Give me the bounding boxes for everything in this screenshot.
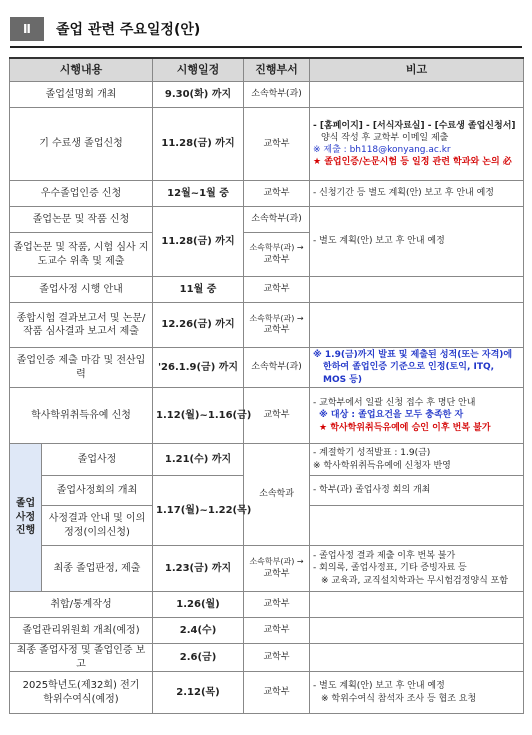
row-dept: 교학부 <box>244 618 310 644</box>
row-date: 1.26(월) <box>153 592 244 618</box>
table-header-row <box>10 58 524 82</box>
row-date: 9.30(화) 까지 <box>153 82 244 108</box>
row-dept: 소속학부(과) <box>244 348 310 388</box>
table-row <box>10 348 524 388</box>
side-line: 진행 <box>15 525 36 537</box>
note-line: ※ 1.9(금)까지 발표 및 제출된 성적(또는 자격)에 <box>313 350 513 361</box>
table-row <box>10 672 524 714</box>
row-note <box>310 546 524 592</box>
table-row <box>10 303 524 348</box>
row-dept <box>244 303 310 348</box>
content-line: 학위수여식(예정) <box>43 693 119 705</box>
note-line: - [홈페이지] - [서식자료실] - [수료생 졸업신청서] <box>313 120 516 131</box>
row-date: 2.12(목) <box>153 672 244 714</box>
row-date: 2.6(금) <box>153 644 244 672</box>
row-note <box>310 82 524 108</box>
row-content: 졸업사정 시행 안내 <box>10 277 153 303</box>
note-line: 양식 작성 후 교학부 이메일 제출 <box>321 132 449 143</box>
note-line <box>313 144 520 156</box>
row-dept: 소속학부(과) <box>244 207 310 233</box>
row-content: 졸업사정회의 개최 <box>42 476 153 506</box>
row-content: 종합시험 결과보고서 및 논문/작품 심사결과 보고서 제출 <box>10 303 153 348</box>
dept-line: 교학부 <box>263 254 290 265</box>
table-row <box>10 546 524 592</box>
row-content: 졸업논문 및 작품 신청 <box>10 207 153 233</box>
row-content: 최종 졸업판정, 제출 <box>42 546 153 592</box>
note-line: ※ 교육과, 교직설치학과는 무시험검정양식 포함 <box>321 575 509 586</box>
row-content: 취합/통계작성 <box>10 592 153 618</box>
row-dept: 소속학과 <box>244 444 310 546</box>
row-note <box>310 388 524 444</box>
row-dept: 교학부 <box>244 672 310 714</box>
dept-line: 교학부 <box>263 568 290 579</box>
col-header-dept: 진행부서 <box>244 58 310 82</box>
row-note <box>310 444 524 476</box>
note-line: ★ 학사학위취득유예에 승인 이후 번복 불가 <box>319 422 491 433</box>
row-date: 1.12(월)~1.16(금) <box>153 388 244 444</box>
row-date: 1.23(금) 까지 <box>153 546 244 592</box>
table-row <box>10 444 524 476</box>
row-dept: 교학부 <box>244 108 310 181</box>
table-row <box>10 618 524 644</box>
dept-line: 교학부 <box>263 325 290 336</box>
note-line: ★ 졸업인증/논문시험 등 일정 관련 학과와 논의 必 <box>313 157 512 168</box>
row-dept: 교학부 <box>244 388 310 444</box>
table-row <box>10 388 524 444</box>
row-note <box>310 108 524 181</box>
row-dept <box>244 233 310 277</box>
note-line: ※ 대상 : 졸업요건을 모두 충족한 자 <box>319 410 464 421</box>
col-header-content: 시행내용 <box>10 58 153 82</box>
note-line: - 회의록, 졸업사정표, 기타 증빙자료 등 <box>313 563 467 574</box>
row-dept: 교학부 <box>244 277 310 303</box>
row-content: 졸업논문 및 작품, 시험 심사 지도교수 위촉 및 제출 <box>10 233 153 277</box>
note-line: - 교학부에서 일괄 신청 접수 후 명단 안내 <box>313 398 476 409</box>
row-note <box>310 348 524 388</box>
row-content <box>10 672 153 714</box>
note-line: - 계절학기 성적발표 : 1.9(금) <box>313 448 431 459</box>
note-line: ※ 학사학위취득유예에 신청자 반영 <box>313 460 451 471</box>
table-row <box>10 277 524 303</box>
dept-line: 소속학부(과) → <box>249 313 304 323</box>
row-content: 기 수료생 졸업신청 <box>10 108 153 181</box>
row-date: 2.4(수) <box>153 618 244 644</box>
row-note <box>310 618 524 644</box>
note-line: 한하여 졸업인증 기준으로 인정(토익, ITQ, MOS 등) <box>323 362 495 385</box>
row-date: '26.1.9(금) 까지 <box>153 348 244 388</box>
row-date: 11.28(금) 까지 <box>153 108 244 181</box>
table-row <box>10 644 524 672</box>
row-dept: 교학부 <box>244 592 310 618</box>
row-content: 졸업관리위원회 개최(예정) <box>10 618 153 644</box>
row-note: - 학부(과) 졸업사정 회의 개최 <box>310 476 524 506</box>
row-dept <box>244 546 310 592</box>
row-date: 1.17(월)~1.22(목) <box>153 476 244 546</box>
row-note <box>310 277 524 303</box>
row-date: 12월~1월 중 <box>153 181 244 207</box>
group-side-label <box>10 444 42 592</box>
row-content: 우수졸업인증 신청 <box>10 181 153 207</box>
schedule-table <box>9 57 524 714</box>
col-header-date: 시행일정 <box>153 58 244 82</box>
col-header-note: 비고 <box>310 58 524 82</box>
table-row <box>10 181 524 207</box>
row-content: 학사학위취득유예 신청 <box>10 388 153 444</box>
row-content: 졸업설명회 개최 <box>10 82 153 108</box>
email-link[interactable]: bh118@konyang.ac.kr <box>349 145 451 155</box>
content-line: 2025학년도(제32회) 전기 <box>22 680 140 691</box>
row-content: 졸업인증 제출 마감 및 전산입력 <box>10 348 153 388</box>
row-dept: 교학부 <box>244 644 310 672</box>
row-dept: 소속학부(과) <box>244 82 310 108</box>
note-line: ※ 학위수여식 참석자 조사 등 협조 요청 <box>321 693 477 704</box>
table-row <box>10 108 524 181</box>
row-content: 최종 졸업사정 및 졸업인증 보고 <box>10 644 153 672</box>
note-line: - 졸업사정 결과 제출 이후 번복 불가 <box>313 551 456 562</box>
row-note: - 별도 계획(안) 보고 후 안내 예정 <box>310 207 524 277</box>
side-line: 사정 <box>15 511 36 523</box>
table-row <box>10 82 524 108</box>
row-note <box>310 303 524 348</box>
table-row <box>10 207 524 233</box>
row-note <box>310 644 524 672</box>
note-line: - 별도 계획(안) 보고 후 안내 예정 <box>313 681 445 692</box>
row-date: 12.26(금) 까지 <box>153 303 244 348</box>
row-note <box>310 592 524 618</box>
row-note <box>310 672 524 714</box>
row-content: 졸업사정 <box>42 444 153 476</box>
row-content: 사정결과 안내 및 이의정정(이의신청) <box>42 506 153 546</box>
dept-line: 소속학부(과) → <box>249 243 304 253</box>
row-dept: 교학부 <box>244 181 310 207</box>
table-row <box>10 592 524 618</box>
row-note <box>310 506 524 546</box>
row-date: 1.21(수) 까지 <box>153 444 244 476</box>
row-date: 11.28(금) 까지 <box>153 207 244 277</box>
row-note: - 신청기간 등 별도 계획(안) 보고 후 안내 예정 <box>310 181 524 207</box>
dept-line: 소속학부(과) → <box>249 557 304 567</box>
section-number: Ⅱ <box>10 17 44 41</box>
header-rule <box>10 46 522 48</box>
row-date: 11월 중 <box>153 277 244 303</box>
section-title: 졸업 관련 주요일정(안) <box>56 22 201 38</box>
side-line: 졸업 <box>15 498 36 510</box>
section-header <box>10 13 522 47</box>
note-prefix: ※ 제출 : <box>313 145 350 155</box>
